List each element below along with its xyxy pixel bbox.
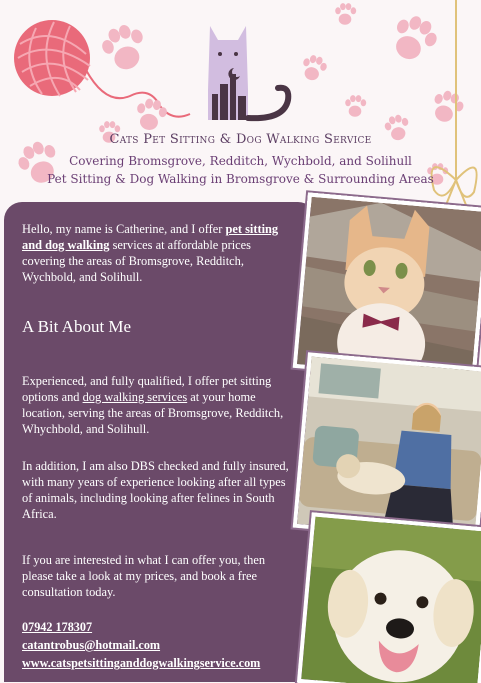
about-text-end: at your home location, serving the areas of Bromsgrove, Redditch, Whychbold, and Solihull.	[22, 390, 284, 436]
intro-paragraph	[22, 221, 294, 285]
about-paragraph-1	[22, 373, 294, 437]
coverage-subtitle: Covering Bromsgrove, Redditch, Wychbold, and Solihull	[69, 154, 412, 168]
paw-print-icon	[330, 0, 360, 30]
phone-link[interactable]: 07942 178307	[22, 620, 93, 634]
about-text-start: Experienced, and fully qualified, I offer pet sitting options and	[22, 374, 272, 404]
paw-print-icon	[340, 92, 370, 122]
about-paragraph-2: In addition, I am also DBS checked and fully insured, with many years of experience looking after all types of animals, including looking after felines in South Africa.	[22, 459, 289, 521]
website-link[interactable]: www.catspetsittinganddogwalkingservice.com	[22, 656, 261, 670]
email-link[interactable]: catantrobus@hotmail.com	[22, 638, 161, 652]
about-paragraph-3: If you are interested in what I can offer you, then please take a look at my prices, and book a free consultation today.	[22, 553, 266, 599]
dog-photo	[297, 512, 481, 683]
service-subtitle: Pet Sitting & Dog Walking in Bromsgrove & Surrounding Areas	[47, 172, 434, 186]
paw-print-icon	[96, 22, 152, 78]
pet-sitting-link[interactable]: pet sitting and dog walking	[22, 222, 279, 252]
intro-text-start: Hello, my name is Catherine, and I offer	[22, 222, 226, 236]
paw-print-icon	[130, 96, 170, 136]
dog-walking-link[interactable]: dog walking services	[82, 390, 188, 404]
about-heading: A Bit About Me	[22, 317, 132, 336]
intro-text-end: services at affordable prices covering the areas of Bromsgrove, Redditch, Wychbold, and Solihull.	[22, 238, 251, 284]
brand-name: Cats Pet Sitting & Dog Walking Service	[109, 132, 372, 147]
cat-city-logo-icon	[196, 20, 302, 124]
